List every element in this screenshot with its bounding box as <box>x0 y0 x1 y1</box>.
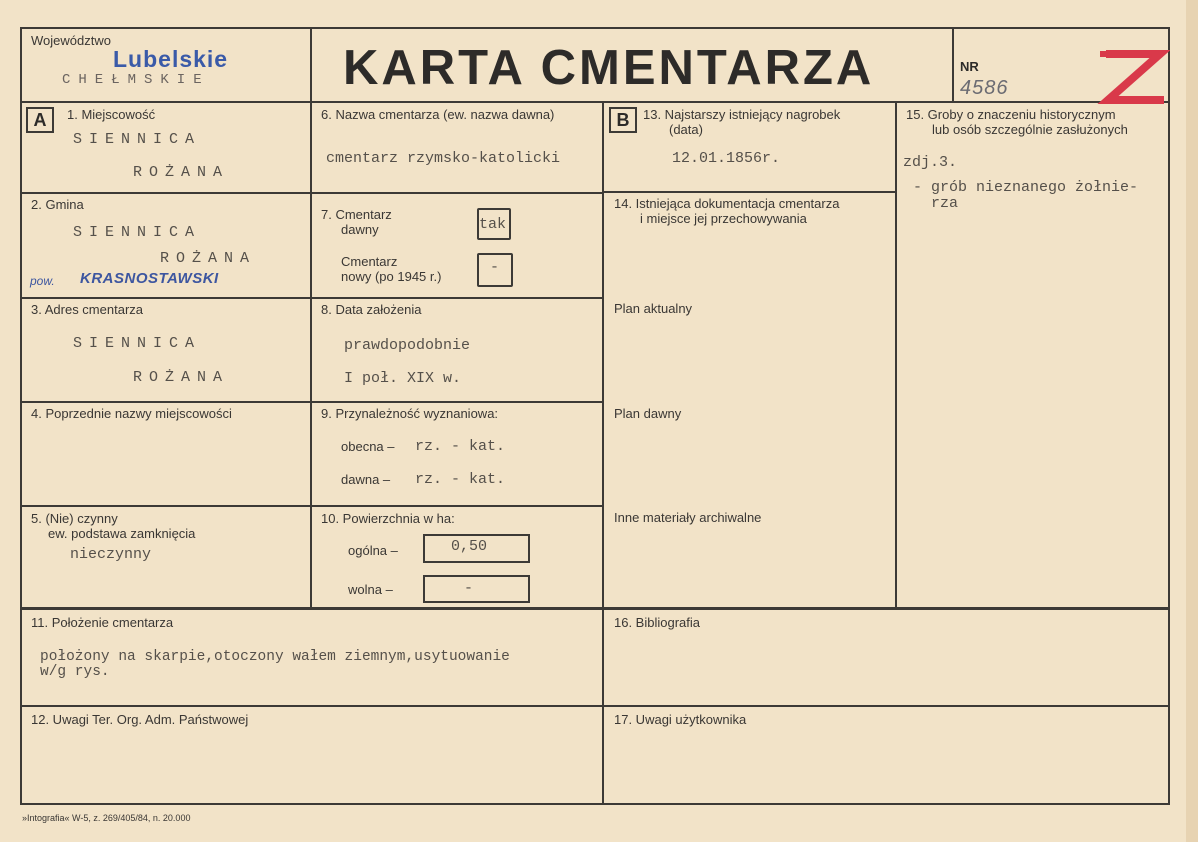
field-16-label: 16. Bibliografia <box>614 615 700 630</box>
field-12-label: 12. Uwagi Ter. Org. Adm. Państwowej <box>31 712 249 727</box>
field-8-label: 8. Data założenia <box>321 302 422 317</box>
field-5-label-line2: ew. podstawa zamknięcia <box>48 526 196 541</box>
section-b-badge: B <box>609 107 637 133</box>
field-7-old-label-1: 7. Cmentarz <box>321 207 392 222</box>
row-line-3 <box>20 401 604 403</box>
wojewodztwo-value: Lubelskie <box>113 46 229 72</box>
field-7-old-label-2: dawny <box>341 222 379 237</box>
field-2-line1: SIENNICA <box>73 224 202 241</box>
field-14-plan-old: Plan dawny <box>614 406 682 421</box>
section-a-badge: A <box>26 107 54 133</box>
field-11-line2: w/g rys. <box>40 664 110 680</box>
field-9-former-label: dawna – <box>341 472 391 487</box>
field-10-free-value: - <box>464 580 474 597</box>
field-10-total-value: 0,50 <box>451 538 488 555</box>
field-15-line3: rza <box>931 195 959 212</box>
col-line-2 <box>602 101 604 805</box>
field-5-value: nieczynny <box>70 546 152 563</box>
wojewodztwo-old: CHEŁMSKIE <box>62 72 210 88</box>
field-2-line2: ROŻANA <box>160 250 257 267</box>
field-9-current-label: obecna – <box>341 439 395 454</box>
field-7-new-value: - <box>490 259 500 276</box>
field-3-line1: SIENNICA <box>73 335 202 352</box>
print-footer: »Intografia« W-5, z. 269/405/84, n. 20.000 <box>22 813 191 823</box>
field-3-label: 3. Adres cmentarza <box>31 302 143 317</box>
z-mark-stamp <box>1096 44 1170 110</box>
field-11-label: 11. Położenie cmentarza <box>31 615 174 630</box>
field-10-label: 10. Powierzchnia w ha: <box>321 511 455 526</box>
field-17-label: 17. Uwagi użytkownika <box>614 712 747 727</box>
field-2-pow-value: KRASNOSTAWSKI <box>80 270 219 287</box>
col-line-3 <box>895 101 897 607</box>
field-14-plan-current: Plan aktualny <box>614 301 693 316</box>
row-line-1-left <box>20 192 604 194</box>
wojewodztwo-label: Województwo <box>31 33 111 48</box>
field-3-line2: ROŻANA <box>133 369 230 386</box>
field-13-label-line1: 13. Najstarszy istniejący nagrobek <box>643 107 841 122</box>
field-13-label-line2: (data) <box>669 122 703 137</box>
field-9-current-value: rz. - kat. <box>415 438 506 455</box>
field-7-new-label-2: nowy (po 1945 r.) <box>341 269 442 284</box>
row-line-4 <box>20 505 604 507</box>
field-10-total-label: ogólna – <box>348 543 398 558</box>
field-6-value: cmentarz rzymsko-katolicki <box>326 150 561 167</box>
field-14-label-line2: i miejsce jej przechowywania <box>640 211 807 226</box>
row-line-5 <box>20 607 1170 610</box>
header-col-line-1 <box>310 27 312 607</box>
row-line-2 <box>20 297 604 299</box>
field-13-value: 12.01.1856r. <box>672 150 781 167</box>
field-14-label-line1: 14. Istniejąca dokumentacja cmentarza <box>614 196 840 211</box>
field-8-line2: I poł. XIX w. <box>344 370 462 387</box>
field-1-line2: ROŻANA <box>133 164 230 181</box>
field-15-label-line1: 15. Groby o znaczeniu historycznym <box>906 107 1116 122</box>
field-1-line1: SIENNICA <box>73 131 202 148</box>
field-7-new-label-1: Cmentarz <box>341 254 398 269</box>
row-line-6 <box>20 705 1170 707</box>
field-15-label-line2: lub osób szczególnie zasłużonych <box>932 122 1128 137</box>
field-2-label: 2. Gmina <box>31 197 84 212</box>
field-15-line2: - grób nieznanego żołnie- <box>913 179 1139 196</box>
field-5-label-line1: 5. (Nie) czynny <box>31 511 118 526</box>
field-9-label: 9. Przynależność wyznaniowa: <box>321 406 499 421</box>
field-14-other: Inne materiały archiwalne <box>614 510 762 525</box>
page-title: KARTA CMENTARZA <box>343 41 875 95</box>
nr-label: NR <box>960 59 979 74</box>
nr-value: 4586 <box>960 77 1009 99</box>
field-1-label: 1. Miejscowość <box>67 107 156 122</box>
row-line-1-b <box>602 191 895 193</box>
paper-edge <box>1186 0 1198 842</box>
field-6-label: 6. Nazwa cmentarza (ew. nazwa dawna) <box>321 107 555 122</box>
field-10-free-box <box>423 575 530 603</box>
header-col-line-2 <box>952 27 954 103</box>
field-9-former-value: rz. - kat. <box>415 471 506 488</box>
field-10-free-label: wolna – <box>348 582 393 597</box>
field-7-old-value: tak <box>479 216 507 233</box>
field-8-line1: prawdopodobnie <box>344 337 471 354</box>
header-divider <box>20 101 1170 103</box>
field-15-line1: zdj.3. <box>903 154 958 171</box>
field-4-label: 4. Poprzednie nazwy miejscowości <box>31 406 232 421</box>
field-11-line1: położony na skarpie,otoczony wałem ziemnym,usytuowanie <box>40 649 510 665</box>
field-2-pow-label: pow. <box>30 274 55 288</box>
